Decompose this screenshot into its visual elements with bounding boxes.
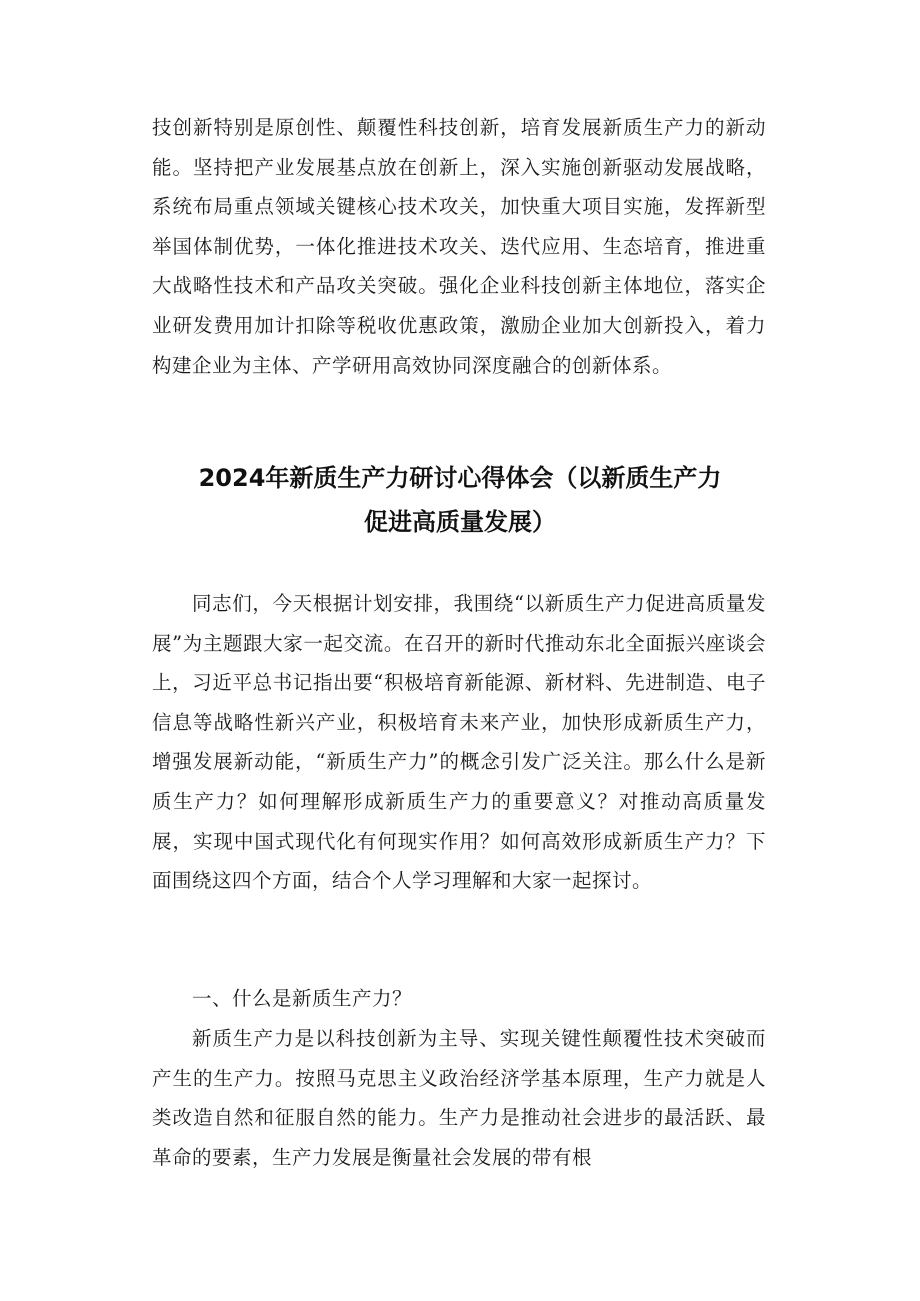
- continuation-paragraph: 技创新特别是原创性、颠覆性科技创新，培育发展新质生产力的新动能。坚持把产业发展基点放在创新上，深入实施创新驱动发展战略，系统布局重点领域关键核心技术攻关，加快重大项目实施，发挥新型举国体制优势，一体化推进技术攻关、迭代应用、生态培育，推进重大战略性技术和产品攻关突破。强化企业科技创新主体地位，落实企业研发费用加计扣除等税收优惠政策，激励企业加大创新投入，着力构建企业为主体、产学研用高效协同深度融合的创新体系。: [152, 116, 766, 377]
- intro-paragraph: 同志们，今天根据计划安排，我围绕“以新质生产力促进高质量发展”为主题跟大家一起交流。在召开的新时代推动东北全面振兴座谈会上，习近平总书记指出要“积极培育新能源、新材料、先进制造、电子信息等战略性新兴产业，积极培育未来产业，加快形成新质生产力，增强发展新动能，“新质生产力”的概念引发广泛关注。那么什么是新质生产力？如何理解形成新质生产力的重要意义？对推动高质量发展，实现中国式现代化有何现实作用？如何高效形成新质生产力？下面围绕这四个方面，结合个人学习理解和大家一起探讨。: [152, 592, 766, 893]
- title-line-1: 2024年新质生产力研讨心得体会（以新质生产力: [198, 464, 722, 492]
- section-paragraph: 新质生产力是以科技创新为主导、实现关键性颠覆性技术突破而产生的生产力。按照马克思主义政治经济学基本原理，生产力就是人类改造自然和征服自然的能力。生产力是推动社会进步的最活跃、最革命的要素，生产力发展是衡量社会发展的带有根: [152, 1027, 766, 1169]
- title-line-2: 促进高质量发展）: [364, 508, 556, 536]
- section-heading: 一、什么是新质生产力？: [192, 987, 413, 1010]
